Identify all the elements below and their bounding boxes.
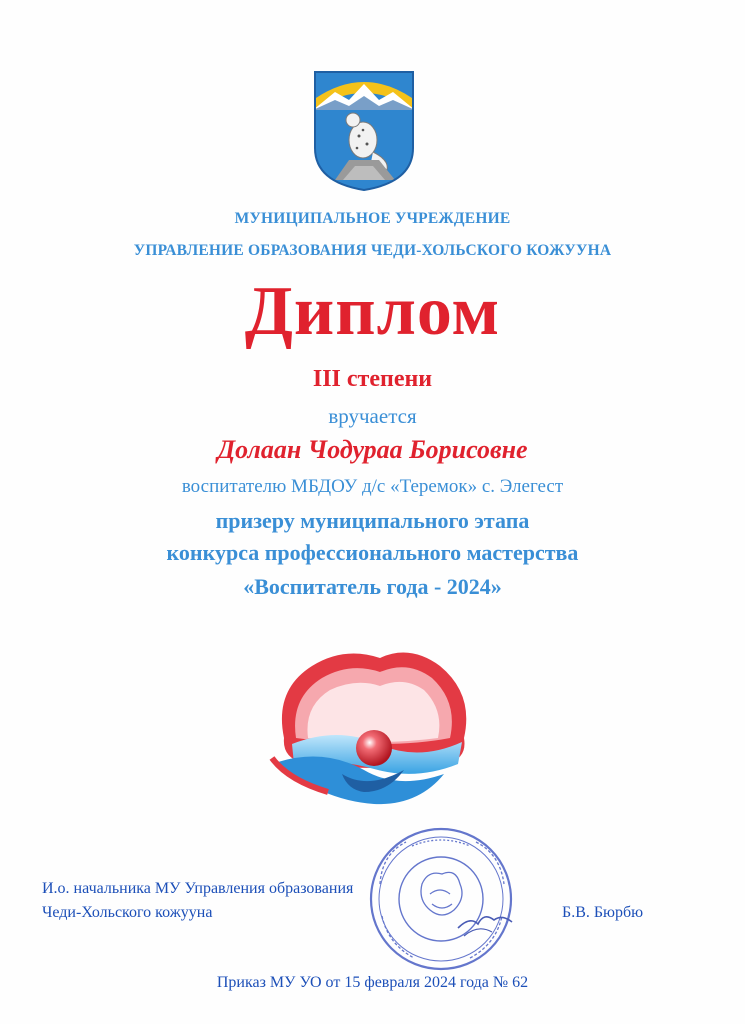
signatory-name: Б.В. Бюрбю	[562, 904, 644, 921]
organization-line-2: УПРАВЛЕНИЕ ОБРАЗОВАНИЯ ЧЕДИ-ХОЛЬСКОГО КОЖУУНА	[133, 242, 612, 259]
recipient-name: Долаан Чодураа Борисовне	[217, 435, 528, 464]
achievement-line-1: призеру муниципального этапа	[215, 508, 530, 533]
diploma-degree: III степени	[312, 366, 433, 392]
signatory-role-line-1: И.о. начальника МУ Управления образования	[42, 880, 354, 897]
coat-of-arms-icon	[313, 70, 415, 192]
shell-pearl-icon	[268, 640, 480, 820]
achievement-line-3: «Воспитатель года - 2024»	[243, 574, 502, 599]
diploma-title: Диплом	[244, 273, 501, 350]
signatory-role-line-2: Чеди-Хольского кожууна	[42, 904, 213, 921]
organization-line-1: МУНИЦИПАЛЬНОЕ УЧРЕЖДЕНИЕ	[234, 210, 511, 227]
awarded-text: вручается	[328, 404, 417, 428]
recipient-position: воспитателю МБДОУ д/с «Теремок» с. Элегест	[181, 476, 564, 497]
order-reference: Приказ МУ УО от 15 февраля 2024 года № 62	[216, 974, 529, 991]
achievement-line-2: конкурса профессионального мастерства	[166, 540, 579, 565]
official-stamp-icon	[366, 824, 516, 974]
